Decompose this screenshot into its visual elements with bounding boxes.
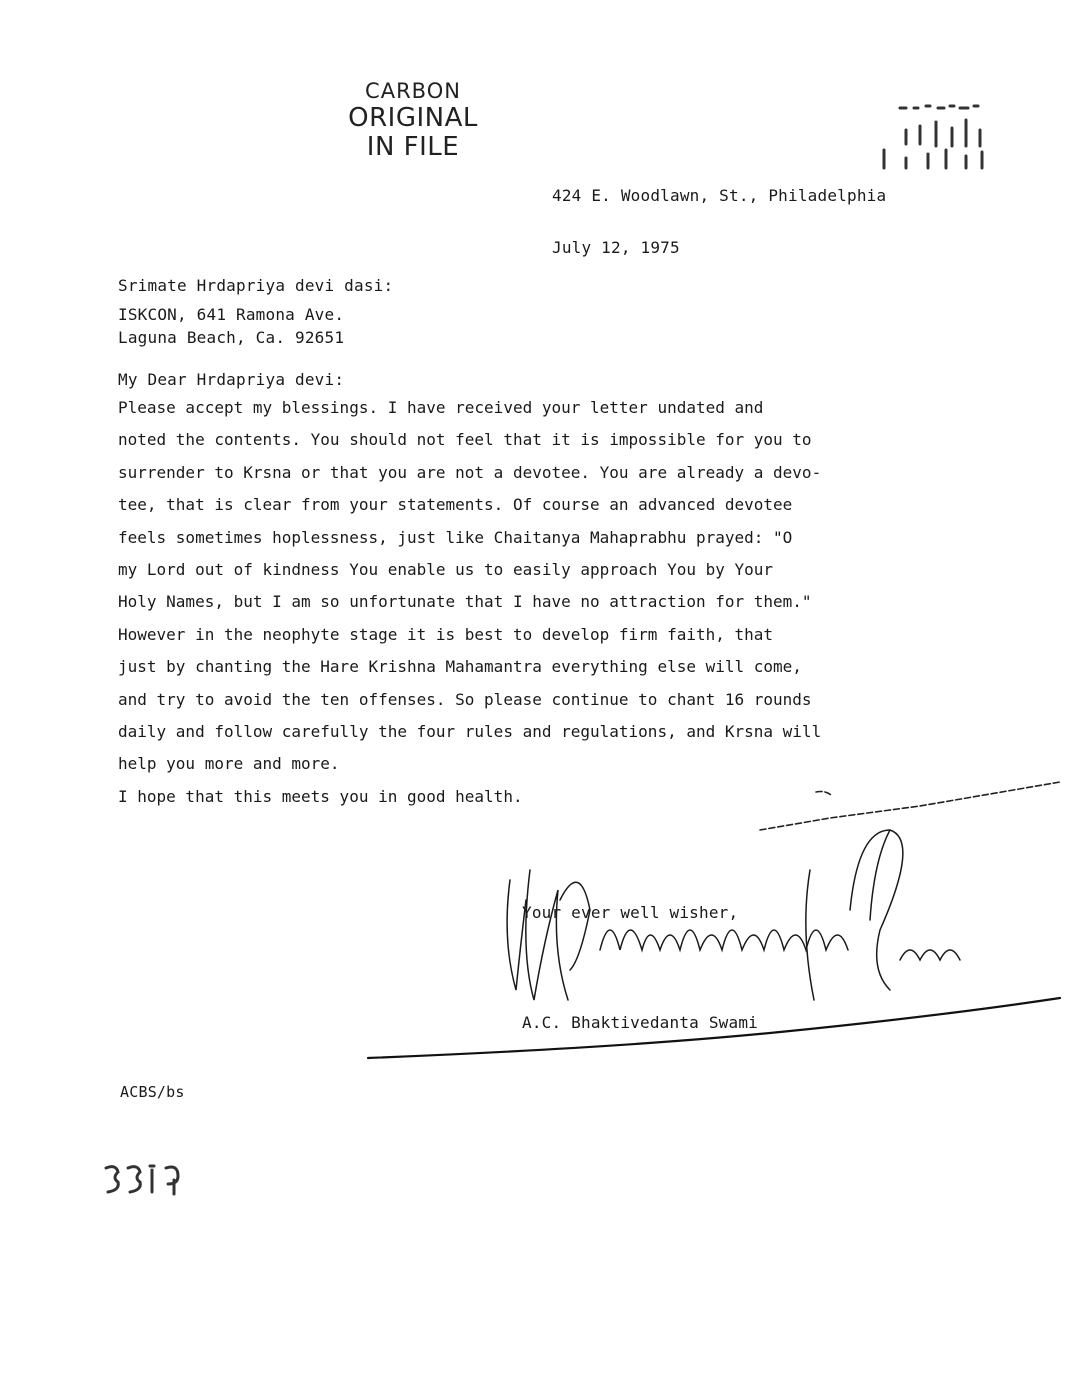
letter-date: July 12, 1975: [552, 238, 680, 257]
typist-initials: ACBS/bs: [120, 1083, 185, 1101]
handwritten-file-number: [100, 1160, 200, 1200]
closing-line: Your ever well wisher,: [522, 903, 739, 922]
stamp-line-2: ORIGINAL: [348, 102, 478, 133]
salutation: My Dear Hrdapriya devi:: [118, 370, 345, 389]
letter-body: [118, 392, 948, 813]
body-line: I hope that this meets you in good health.: [118, 786, 523, 806]
body-line: tee, that is clear from your statements. Of course an advanced devotee: [118, 495, 793, 515]
body-line: noted the contents. You should not feel that it is impossible for you to: [118, 430, 812, 450]
body-line: just by chanting the Hare Krishna Mahamantra everything else will come,: [118, 657, 802, 677]
body-line: Please accept my blessings. I have received your letter undated and: [118, 398, 764, 417]
recipient-address-line-1: ISKCON, 641 Ramona Ave.: [118, 305, 345, 324]
body-line: However in the neophyte stage it is best to develop firm faith, that: [118, 624, 774, 644]
body-line: feels sometimes hoplessness, just like Chaitanya Mahaprabhu prayed: "O: [118, 527, 793, 547]
body-line: surrender to Krsna or that you are not a devotee. You are already a devo-: [118, 462, 822, 482]
sender-address: 424 E. Woodlawn, St., Philadelphia: [552, 186, 887, 205]
signatory-name: A.C. Bhaktivedanta Swami: [522, 1013, 758, 1032]
carbon-original-stamp: [343, 80, 483, 162]
faded-reference-number: [870, 100, 1000, 175]
stamp-line-1: CARBON: [365, 79, 461, 103]
recipient-name: Srimate Hrdapriya devi dasi:: [118, 276, 394, 295]
stamp-line-3: IN FILE: [366, 131, 460, 162]
recipient-address-line-2: Laguna Beach, Ca. 92651: [118, 328, 345, 347]
body-line: and try to avoid the ten offenses. So please continue to chant 16 rounds: [118, 689, 812, 709]
body-line: daily and follow carefully the four rules and regulations, and Krsna will: [118, 722, 822, 742]
body-line: Holy Names, but I am so unfortunate that I have no attraction for them.": [118, 592, 812, 612]
body-line: my Lord out of kindness You enable us to easily approach You by Your: [118, 560, 774, 580]
body-line: help you more and more.: [118, 754, 340, 774]
